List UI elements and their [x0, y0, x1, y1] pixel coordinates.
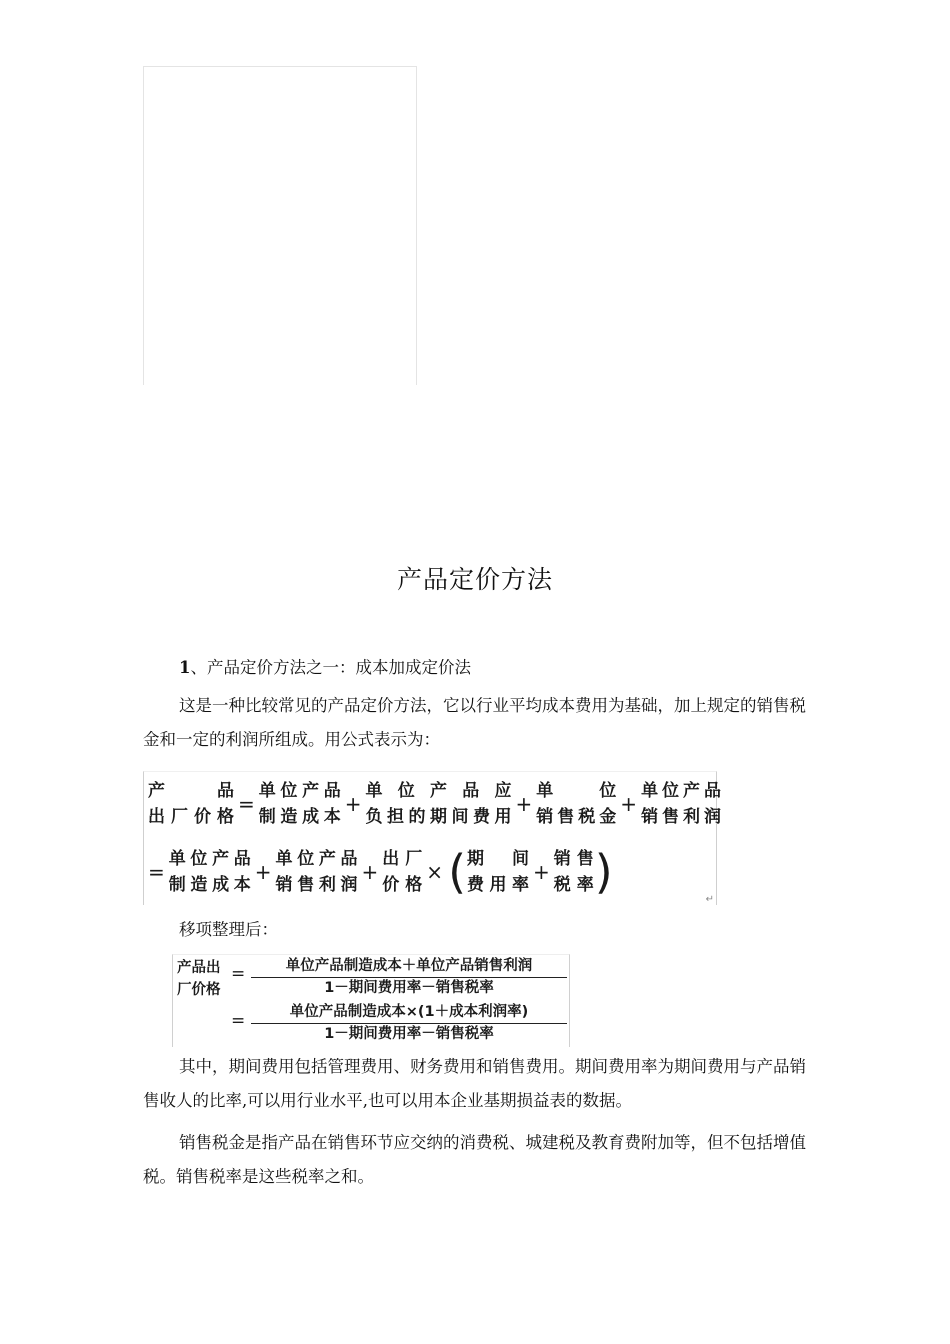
formula-term: 销售 税率 [553, 849, 594, 895]
rearranged-formula [172, 954, 570, 1047]
right-paren: ) [594, 845, 613, 899]
times-sign: × [426, 860, 444, 884]
fraction-1-numerator: 单位产品制造成本＋单位产品销售利润 [251, 957, 567, 978]
fraction-2-denominator: 1－期间费用率－销售税率 [324, 1026, 494, 1042]
plus-sign: + [515, 792, 533, 816]
formula-term: 单 位 销售税金 [536, 781, 617, 827]
left-paren: ( [448, 845, 467, 899]
formula-term: 出厂 价格 [382, 849, 423, 895]
paragraph-mark: ↵ [705, 894, 714, 905]
formula-term: 单位产品 销售利润 [641, 781, 722, 827]
period-cost-paragraph: 其中，期间费用包括管理费用、财务费用和销售费用。期间费用率为期间费用与产品销售收人的比率,可以用行业水平,也可以用本企业基期损益表的数据。 [143, 1057, 806, 1110]
formula2-lhs: 产品出 厂价格 [177, 960, 221, 998]
fraction-2-numerator: 单位产品制造成本×(1＋成本利润率) [251, 1003, 567, 1024]
formula-row-1 [148, 778, 721, 830]
formula-term: 单位产品应 负担的期间费用 [365, 781, 512, 827]
plus-sign: + [344, 792, 362, 816]
fraction-1 [251, 957, 567, 998]
plus-sign: + [533, 860, 550, 884]
fraction-2 [251, 1003, 567, 1044]
equals-sign: = [148, 860, 165, 884]
blank-image-frame [143, 66, 417, 385]
equals-sign: = [231, 1011, 246, 1031]
plus-sign: + [361, 860, 379, 884]
formula-term: 期 间 费用率 [467, 849, 530, 895]
formula-term: 单位产品 销售利润 [275, 849, 358, 895]
section-heading [143, 651, 808, 685]
formula-term: 单位产品 制造成本 [258, 781, 341, 827]
intro-paragraph: 这是一种比较常见的产品定价方法，它以行业平均成本费用为基础，加上规定的销售税金和一定的利润所组成。用公式表示为： [143, 696, 806, 749]
plus-sign: + [620, 792, 638, 816]
plus-sign: + [254, 860, 272, 884]
fraction-1-denominator: 1－期间费用率－销售税率 [324, 980, 494, 996]
equals-sign: = [238, 792, 255, 816]
formula-row-2 [148, 846, 614, 898]
section-heading-text: 、产品定价方法之一：成本加成定价法 [190, 658, 471, 677]
section-number: 1 [179, 658, 191, 677]
equals-sign: = [231, 964, 246, 984]
page-title: 产品定价方法 [396, 565, 553, 594]
formula-lhs: 产 品 出厂价格 [148, 781, 234, 827]
cost-plus-formula [143, 771, 722, 905]
formula-term: 单位产品 制造成本 [168, 849, 251, 895]
after-move-label: 移项整理后： [179, 920, 278, 939]
sales-tax-paragraph: 销售税金是指产品在销售环节应交纳的消费税、城建税及教育费附加等，但不包括增值税。销售税率是这些税率之和。 [143, 1133, 806, 1186]
